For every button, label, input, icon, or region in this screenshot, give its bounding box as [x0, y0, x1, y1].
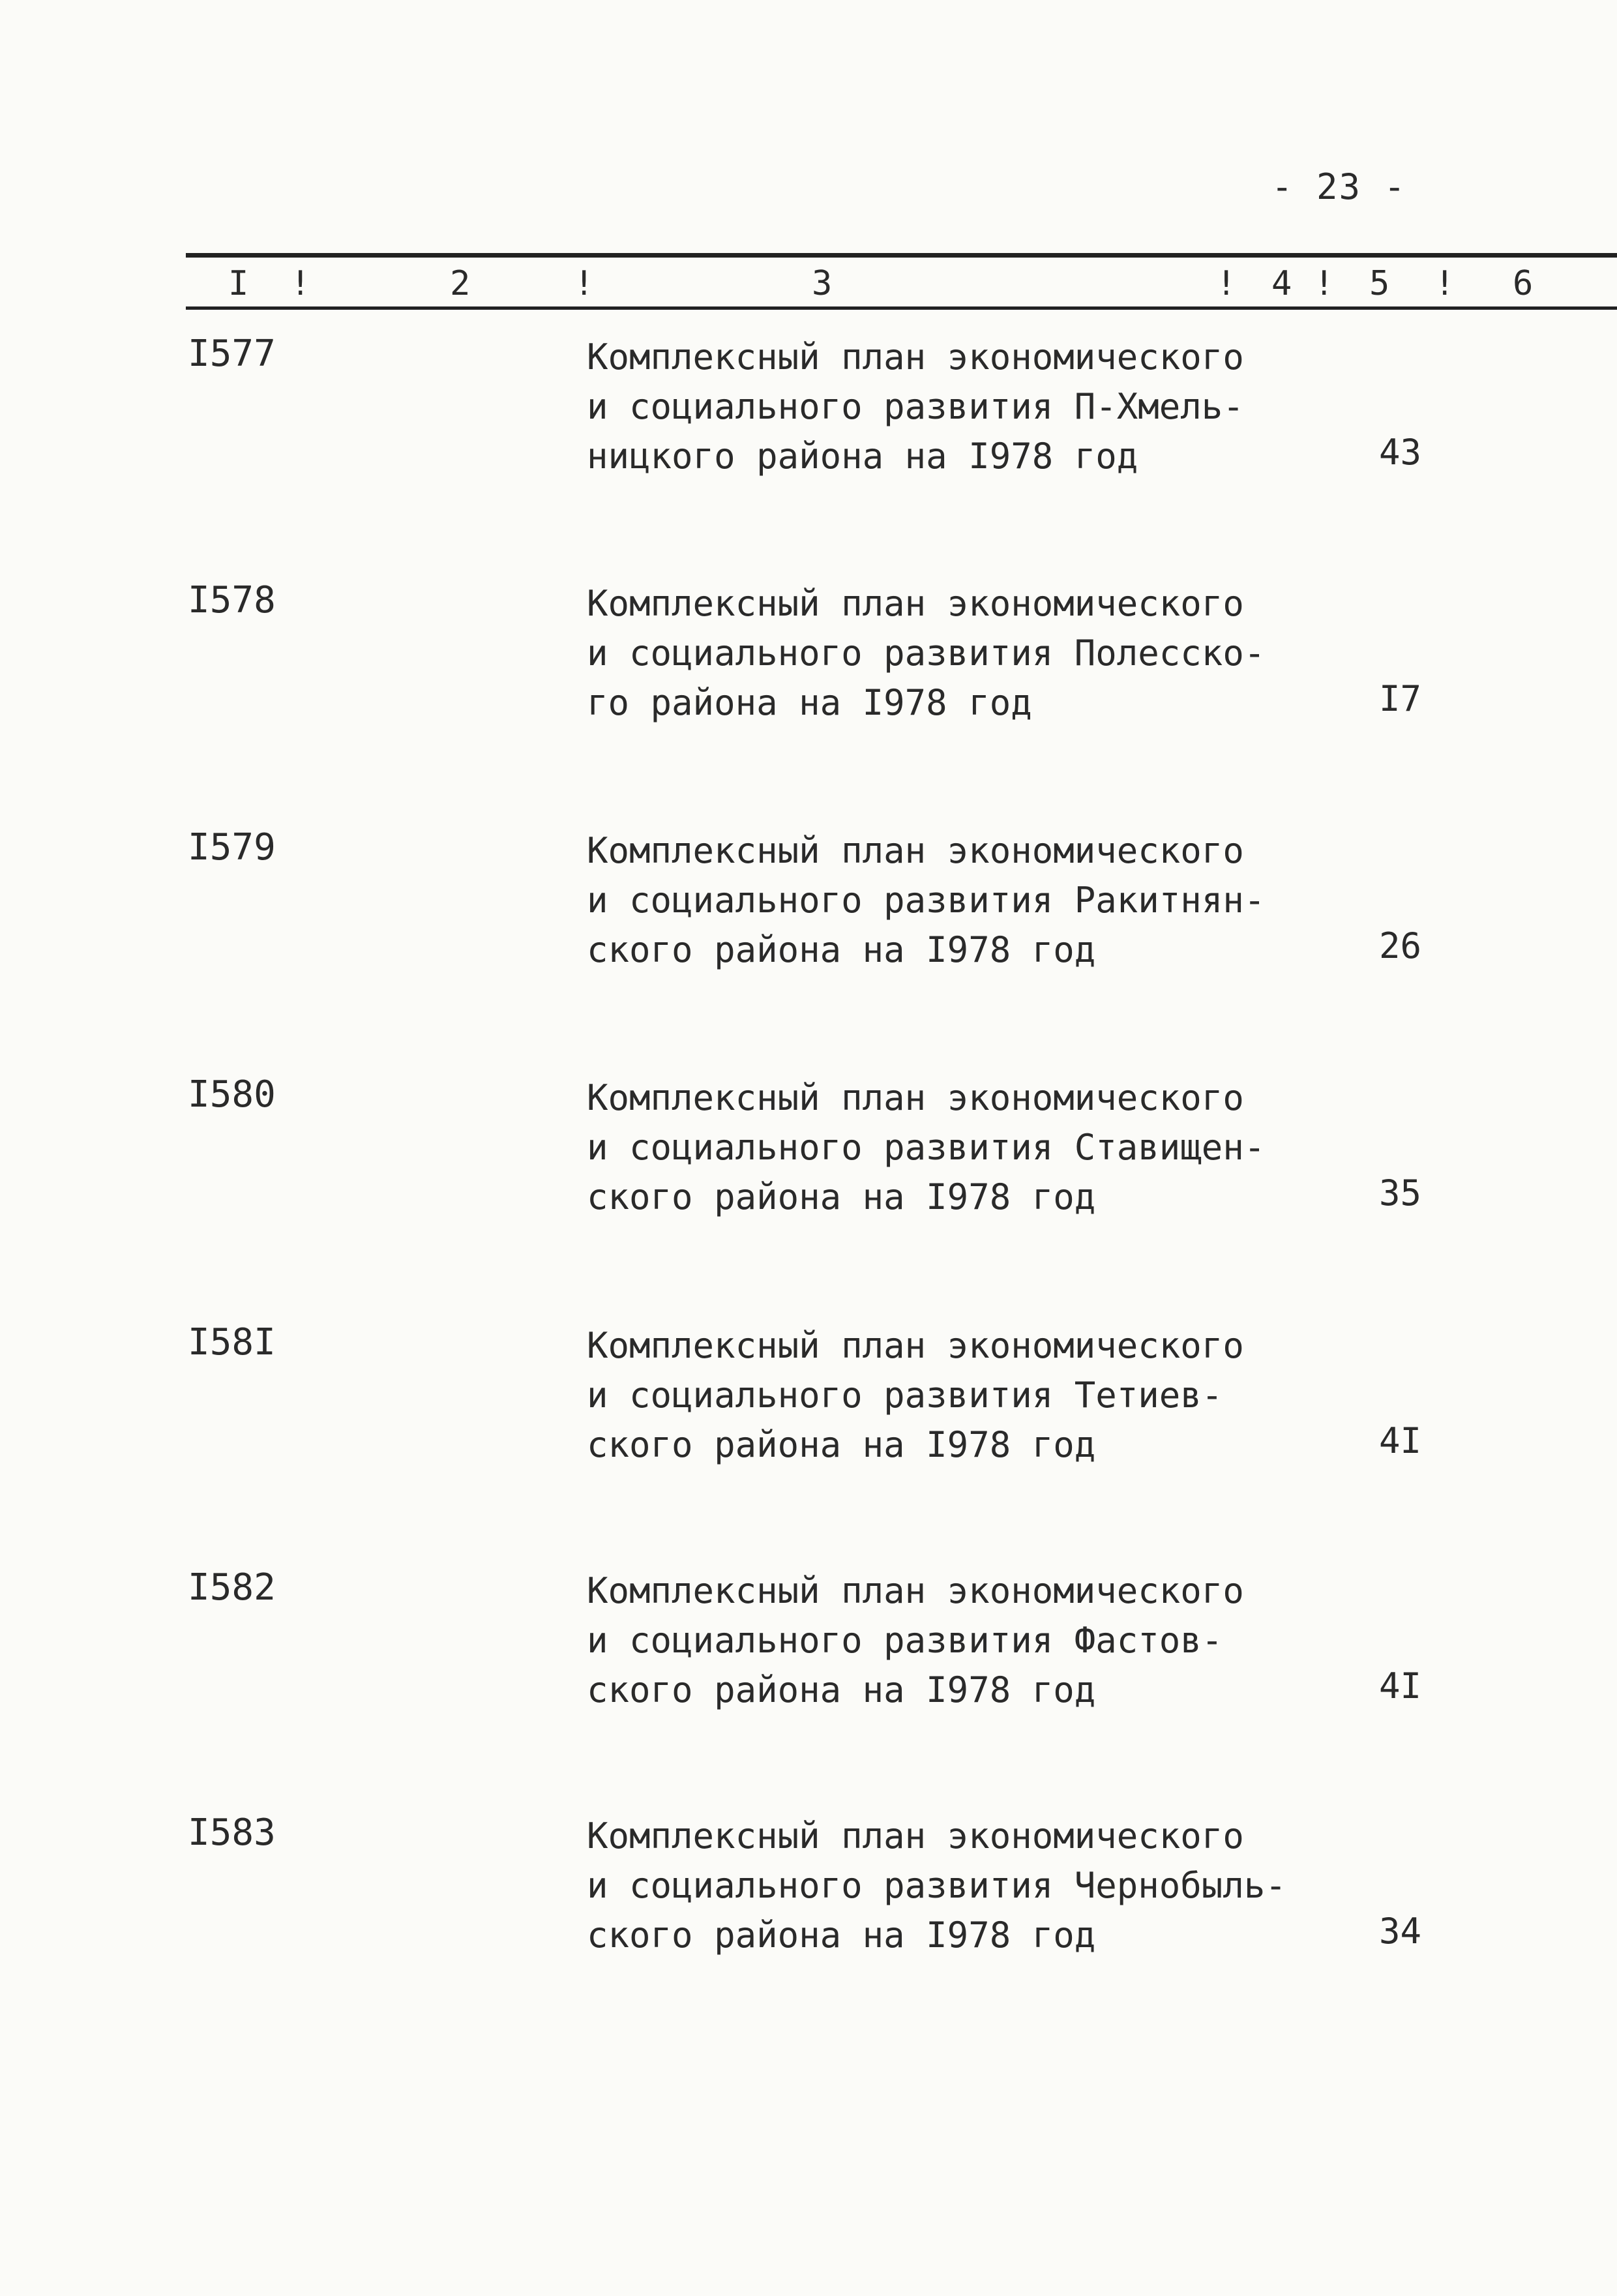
- header-col-4: 4: [1271, 264, 1292, 303]
- record-row: [0, 1073, 1617, 1230]
- record-title: Комплексный план экономического и социального развития Фастов- ского района на I978 год: [587, 1570, 1244, 1710]
- record-sheet-count: 4I: [1378, 1665, 1421, 1707]
- record-row: [0, 1811, 1617, 1968]
- record-sheet-count: 34: [1378, 1911, 1421, 1952]
- record-title: Комплексный план экономического и социального развития Полесско- го района на I978 год: [587, 583, 1266, 723]
- record-number: I578: [188, 579, 276, 621]
- record-title: Комплексный план экономического и социального развития Ставищен- ского района на I978 год: [587, 1077, 1266, 1217]
- record-title: Комплексный план экономического и социального развития Чернобыль- ского района на I978 год: [587, 1815, 1286, 1956]
- header-separator: !: [1434, 264, 1455, 303]
- record-sheet-count: I7: [1378, 678, 1421, 719]
- header-col-3: 3: [812, 264, 833, 303]
- header-col-6: 6: [1513, 264, 1534, 303]
- page-number: - 23 -: [1271, 166, 1407, 207]
- header-separator: !: [1314, 264, 1335, 303]
- record-number: I579: [188, 826, 276, 869]
- record-number: I582: [188, 1566, 276, 1609]
- record-row: [0, 826, 1617, 983]
- record-title: Комплексный план экономического и социального развития Ракитнян- ского района на I978 год: [587, 830, 1266, 970]
- record-sheet-count: 4I: [1378, 1420, 1421, 1461]
- header-col-2: 2: [450, 264, 471, 303]
- record-number: I583: [188, 1811, 276, 1854]
- header-separator: !: [290, 264, 311, 303]
- record-sheet-count: 35: [1378, 1172, 1421, 1214]
- record-number: I577: [188, 333, 276, 375]
- record-row: [0, 579, 1617, 736]
- record-title: Комплексный план экономического и социального развития П-Хмель- ницкого района на I978 год: [587, 336, 1244, 477]
- header-col-1: I: [228, 264, 249, 303]
- record-row: [0, 1321, 1617, 1478]
- record-number: I58I: [188, 1321, 276, 1364]
- record-sheet-count: 26: [1378, 925, 1421, 966]
- record-row: [0, 1566, 1617, 1723]
- record-number: I580: [188, 1073, 276, 1116]
- header-separator: !: [1216, 264, 1237, 303]
- header-separator: !: [574, 264, 595, 303]
- record-row: [0, 333, 1617, 489]
- record-sheet-count: 43: [1378, 432, 1421, 473]
- record-title: Комплексный план экономического и социального развития Тетиев- ского района на I978 год: [587, 1325, 1244, 1465]
- header-col-5: 5: [1369, 264, 1390, 303]
